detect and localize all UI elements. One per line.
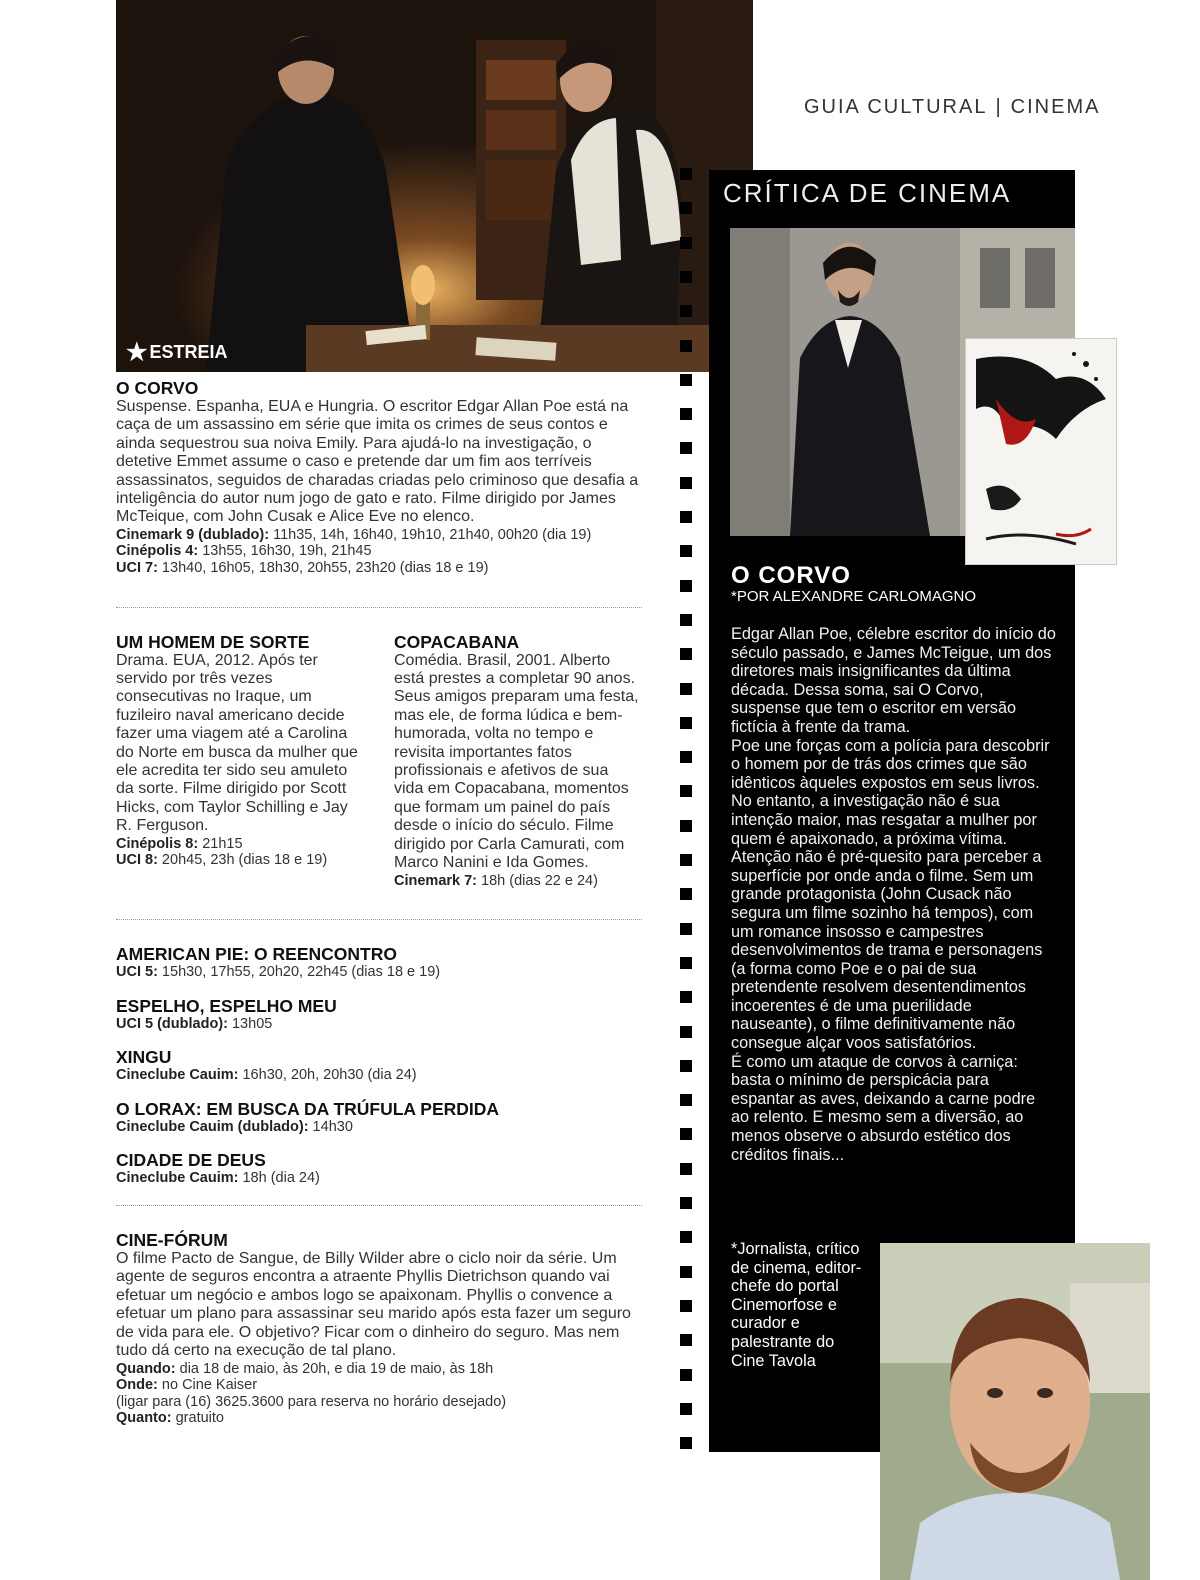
film-hole [680, 1163, 692, 1175]
film-hole [680, 1026, 692, 1038]
schedule-line: Cinemark 9 (dublado): 11h35, 14h, 16h40, 19h10, 21h40, 00h20 (dia 19) [116, 526, 592, 543]
dotted-divider [116, 1205, 642, 1206]
film-hole [680, 1437, 692, 1449]
film-hole [680, 477, 692, 489]
critique-paragraph: Atenção não é pré-quesito para perceber a superfície por onde anda o filme. Sem um grande protagonista (John Cusack não segura um filme sozinho há tempos), com um romance insosso e campestres desenvolvimentos de trama e personagens (a forma como Poe e o pai de sua pretendente resolvem desentendimentos incoerentes é de uma puerilidade nauseante), o filme definitivamente não consegue alçar voos satisfatórios. [731, 848, 1043, 1053]
listing-copacabana [394, 632, 642, 889]
schedule-line: Cineclube Cauim (dublado): 14h30 [116, 1118, 353, 1135]
estreia-badge: ★ ESTREIA [126, 339, 228, 366]
film-hole [680, 1094, 692, 1106]
schedule-line: Cineclube Cauim: 18h (dia 24) [116, 1170, 320, 1187]
featured-listing [116, 378, 644, 577]
event-booking: (ligar para (16) 3625.3600 para reserva no horário desejado) [116, 1393, 507, 1410]
film-hole [680, 1403, 692, 1415]
short-listings [116, 944, 644, 1187]
author-photo [880, 1243, 1150, 1580]
listing-um-homem-de-sorte [116, 632, 364, 889]
film-hole [680, 545, 692, 557]
author-illustration [880, 1243, 1150, 1580]
poster-illustration [966, 339, 1116, 564]
critique-author-bio: *Jornalista, crítico de cinema, editor-chefe do portal Cinemorfose e curador e palestrante do Cine Tavola [731, 1240, 862, 1370]
critique-paragraph: Poe une forças com a polícia para descobrir o homem por de trás dos crimes que são idênticos àqueles expostos em seus livros. No entanto, a investigação não é sua intenção maior, mas resgatar a mulher por quem é apaixonado, a próxima vítima. [731, 736, 1050, 848]
subsection-label: CINEMA [1010, 96, 1101, 118]
listings-column [116, 378, 644, 1427]
listing-schedule [116, 836, 364, 869]
listing-title: CIDADE DE DEUS [116, 1150, 266, 1171]
film-hole [680, 717, 692, 729]
film-hole [680, 648, 692, 660]
critique-title: O CORVO [731, 562, 851, 589]
schedule-line: UCI 5 (dublado): 13h05 [116, 1015, 273, 1032]
hero-illustration [116, 0, 753, 372]
film-hole [680, 888, 692, 900]
listing-title: XINGU [116, 1047, 172, 1068]
film-hole [680, 1128, 692, 1140]
schedule-line: Cinépolis 8: 21h15 [116, 835, 243, 852]
critique-text [731, 625, 1056, 1164]
film-hole [680, 237, 692, 249]
film-hole [680, 1197, 692, 1209]
film-hole [680, 751, 692, 763]
film-hole [680, 820, 692, 832]
schedule-line: Cineclube Cauim: 16h30, 20h, 20h30 (dia 24) [116, 1067, 417, 1084]
short-listing [116, 996, 644, 1033]
schedule-line: Cinemark 7: 18h (dias 22 e 24) [394, 872, 598, 889]
film-hole [680, 168, 692, 180]
critique-paragraph: Edgar Allan Poe, célebre escritor do início do século passado, e James McTeigue, um dos diretores mais insignificantes da última década. Dessa soma, sai O Corvo, suspense que tem o escritor em versão fictícia à frente da trama. [731, 625, 1056, 736]
listing-synopsis: Comédia. Brasil, 2001. Alberto está prestes a completar 90 anos. Seus amigos preparam uma festa, mas ele, de forma lúdica e bem-humorada, volta no tempo e revisita importantes fatos profissionais e afetivos de sua vida em Copacabana, momentos que formam um painel do país desde o início do século. Filme dirigido por Carla Camurati, com Marco Nanini e Ida Gomes. [394, 651, 639, 872]
divider: | [995, 96, 1003, 118]
short-listing [116, 944, 644, 981]
film-strip-decoration [680, 160, 694, 1460]
hero-photo [116, 0, 753, 372]
dotted-divider [116, 607, 642, 608]
critique-byline: *POR ALEXANDRE CARLOMAGNO [731, 588, 977, 605]
listing-synopsis: O filme Pacto de Sangue, de Billy Wilder abre o ciclo noir da série. Um agente de seguros encontra a atraente Phyllis Dietrichson quando vai efetuar um negócio e ambos logo se apaixonam. Phyllis o convence a efetuar um plano para assassinar seu marido após esta fazer um seguro de vida para ele. O objetivo? Ficar com o dinheiro do seguro. Mas nem tudo dá certo na execução de tal plano. [116, 1250, 631, 1360]
film-hole [680, 511, 692, 523]
movie-poster [965, 338, 1117, 565]
listing-title: CINE-FÓRUM [116, 1230, 228, 1251]
dotted-divider [116, 919, 642, 920]
schedule-line: UCI 8: 20h45, 23h (dias 18 e 19) [116, 852, 328, 869]
film-hole [680, 683, 692, 695]
short-listing [116, 1099, 644, 1136]
schedule-line: Cinépolis 4: 13h55, 16h30, 19h, 21h45 [116, 543, 372, 560]
film-hole [680, 442, 692, 454]
listing-title: AMERICAN PIE: O REENCONTRO [116, 944, 397, 965]
film-hole [680, 991, 692, 1003]
film-hole [680, 785, 692, 797]
star-icon: ★ [126, 339, 148, 366]
film-hole [680, 1369, 692, 1381]
listing-synopsis: Drama. EUA, 2012. Após ter servido por três vezes consecutivas no Iraque, um fuzileiro naval americano decide fazer uma viagem até a Carolina do Norte em busca da mulher que ele acredita ter sido seu amuleto da sorte. Filme dirigido por Scott Hicks, com Taylor Schilling e Jay R. Ferguson. [116, 651, 358, 835]
section-header [804, 96, 1100, 119]
film-hole [680, 1060, 692, 1072]
film-hole [680, 580, 692, 592]
section-label: GUIA CULTURAL [804, 96, 988, 118]
film-hole [680, 374, 692, 386]
schedule-line: UCI 5: 15h30, 17h55, 20h20, 22h45 (dias 18 e 19) [116, 964, 441, 981]
film-hole [680, 340, 692, 352]
film-hole [680, 957, 692, 969]
film-hole [680, 202, 692, 214]
listing-title: O LORAX: EM BUSCA DA TRÚFULA PERDIDA [116, 1098, 500, 1119]
film-hole [680, 614, 692, 626]
film-hole [680, 1334, 692, 1346]
critique-paragraph: É como um ataque de corvos à carniça: basta o mínimo de perspicácia para espantar as aves, deixando a carne podre ao relento. E mesmo sem a diversão, ao menos observe o absurdo estético dos créditos finais... [731, 1052, 1036, 1164]
film-hole [680, 271, 692, 283]
cineforum-listing [116, 1230, 644, 1427]
schedule-line: UCI 7: 13h40, 16h05, 18h30, 20h55, 23h20 (dias 18 e 19) [116, 560, 489, 577]
listing-synopsis: Suspense. Espanha, EUA e Hungria. O escritor Edgar Allan Poe está na caça de um assassino em série que imita os crimes de seus contos e ainda sequestrou sua noiva Emily. Para ajudá-lo na investigação, o detetive Emmet assume o caso e pretende dar um fim aos terríveis assassinatos, seguidos de charadas criadas pelo criminoso que desafia a inteligência do autor num jogo de gato e rato. Filme dirigido por James McTeique, com John Cusak e Alice Eve no elenco. [116, 398, 639, 526]
film-hole [680, 854, 692, 866]
film-hole [680, 1266, 692, 1278]
listing-title: ESPELHO, ESPELHO MEU [116, 995, 337, 1016]
film-hole [680, 1231, 692, 1243]
listing-schedule [394, 873, 642, 890]
listing-title: COPACABANA [394, 631, 520, 652]
film-hole [680, 408, 692, 420]
short-listing [116, 1150, 644, 1187]
film-hole [680, 923, 692, 935]
listing-title: O CORVO [116, 378, 199, 398]
event-details [116, 1361, 644, 1427]
critique-heading: CRÍTICA DE CINEMA [723, 178, 1012, 208]
event-where: Onde: no Cine Kaiser [116, 1377, 258, 1394]
listing-title: UM HOMEM DE SORTE [116, 631, 310, 652]
two-column-listings [116, 632, 644, 889]
listing-schedule [116, 527, 644, 577]
event-price: Quanto: gratuito [116, 1410, 224, 1427]
film-hole [680, 1300, 692, 1312]
short-listing [116, 1047, 644, 1084]
film-hole [680, 305, 692, 317]
event-when: Quando: dia 18 de maio, às 20h, e dia 19 de maio, às 18h [116, 1360, 494, 1377]
